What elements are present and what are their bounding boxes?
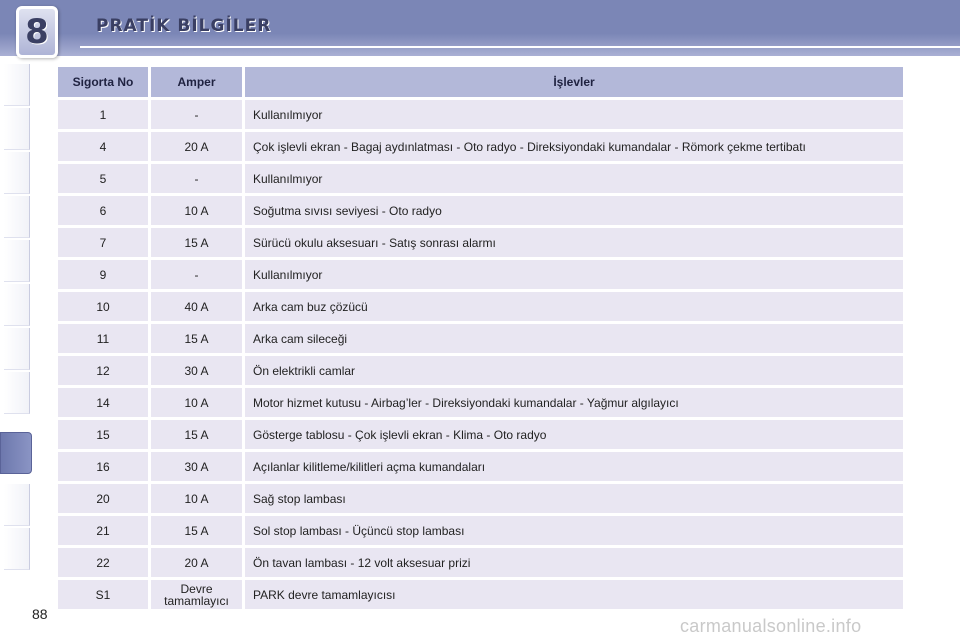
function-cell: Ön elektrikli camlar bbox=[245, 356, 903, 385]
table-row bbox=[58, 132, 903, 161]
amper-cell: Devre tamamlayıcı bbox=[151, 580, 245, 609]
fuse-number-cell: 16 bbox=[58, 452, 151, 481]
amper-cell: 30 A bbox=[151, 452, 245, 481]
table-row bbox=[58, 516, 903, 545]
fuse-number-cell: 21 bbox=[58, 516, 151, 545]
function-cell: Kullanılmıyor bbox=[245, 260, 903, 289]
fuse-number-cell: 10 bbox=[58, 292, 151, 321]
chapter-title: PRATİK BİLGİLER bbox=[96, 16, 272, 36]
function-cell: Sürücü okulu aksesuarı - Satış sonrası alarmı bbox=[245, 228, 903, 257]
chapter-tab[interactable] bbox=[4, 372, 30, 414]
watermark: carmanualsonline.info bbox=[680, 616, 862, 636]
amper-cell: 15 A bbox=[151, 516, 245, 545]
amper-cell: 10 A bbox=[151, 388, 245, 417]
amper-cell: 30 A bbox=[151, 356, 245, 385]
fuse-number-cell: 9 bbox=[58, 260, 151, 289]
chapter-tab[interactable] bbox=[4, 64, 30, 106]
fuse-number-cell: 12 bbox=[58, 356, 151, 385]
table-row bbox=[58, 292, 903, 321]
function-cell: Kullanılmıyor bbox=[245, 100, 903, 129]
chapter-tab[interactable] bbox=[4, 152, 30, 194]
table-row bbox=[58, 228, 903, 257]
amper-cell: 15 A bbox=[151, 420, 245, 449]
fuse-number-cell: 7 bbox=[58, 228, 151, 257]
amper-cell: 15 A bbox=[151, 324, 245, 353]
chapter-tab[interactable] bbox=[4, 484, 30, 526]
fuse-table bbox=[58, 64, 903, 612]
table-row bbox=[58, 452, 903, 481]
fuse-number-cell: 6 bbox=[58, 196, 151, 225]
function-cell: Soğutma sıvısı seviyesi - Oto radyo bbox=[245, 196, 903, 225]
fuse-number-cell: 14 bbox=[58, 388, 151, 417]
function-cell: Açılanlar kilitleme/kilitleri açma kumandaları bbox=[245, 452, 903, 481]
amper-cell: 40 A bbox=[151, 292, 245, 321]
amper-cell: - bbox=[151, 260, 245, 289]
fuse-number-cell: 11 bbox=[58, 324, 151, 353]
amper-cell: 20 A bbox=[151, 548, 245, 577]
table-row bbox=[58, 100, 903, 129]
chapter-tab[interactable] bbox=[4, 240, 30, 282]
fuse-number-cell: 20 bbox=[58, 484, 151, 513]
function-cell: Kullanılmıyor bbox=[245, 164, 903, 193]
function-cell: Motor hizmet kutusu - Airbag’ler - Direksiyondaki kumandalar - Yağmur algılayıcı bbox=[245, 388, 903, 417]
table-row bbox=[58, 420, 903, 449]
function-cell: Gösterge tablosu - Çok işlevli ekran - Klima - Oto radyo bbox=[245, 420, 903, 449]
chapter-tab-rail bbox=[0, 64, 34, 572]
chapter-badge bbox=[16, 6, 58, 58]
chapter-tab[interactable] bbox=[4, 328, 30, 370]
column-header-fuse-no: Sigorta No bbox=[58, 67, 151, 97]
amper-cell: 10 A bbox=[151, 484, 245, 513]
table-row bbox=[58, 260, 903, 289]
fuse-table-body bbox=[58, 100, 903, 609]
chapter-tab[interactable] bbox=[4, 108, 30, 150]
amper-cell: 15 A bbox=[151, 228, 245, 257]
table-row bbox=[58, 164, 903, 193]
table-row bbox=[58, 324, 903, 353]
fuse-number-cell: S1 bbox=[58, 580, 151, 609]
function-cell: Çok işlevli ekran - Bagaj aydınlatması - Oto radyo - Direksiyondaki kumandalar - Römork çekme tertibatı bbox=[245, 132, 903, 161]
chapter-tab-active[interactable] bbox=[0, 432, 32, 474]
amper-cell: 20 A bbox=[151, 132, 245, 161]
amper-cell: 10 A bbox=[151, 196, 245, 225]
table-row bbox=[58, 356, 903, 385]
table-row bbox=[58, 548, 903, 577]
chapter-number: 8 bbox=[25, 12, 49, 52]
fuse-number-cell: 5 bbox=[58, 164, 151, 193]
column-header-functions: İşlevler bbox=[245, 67, 903, 97]
table-row bbox=[58, 580, 903, 609]
amper-cell: - bbox=[151, 164, 245, 193]
table-row bbox=[58, 484, 903, 513]
fuse-number-cell: 1 bbox=[58, 100, 151, 129]
function-cell: Sağ stop lambası bbox=[245, 484, 903, 513]
page-number: 88 bbox=[32, 606, 48, 622]
chapter-tab[interactable] bbox=[4, 284, 30, 326]
header-divider bbox=[80, 46, 960, 48]
function-cell: Sol stop lambası - Üçüncü stop lambası bbox=[245, 516, 903, 545]
fuse-number-cell: 4 bbox=[58, 132, 151, 161]
function-cell: Arka cam sileceği bbox=[245, 324, 903, 353]
chapter-tab[interactable] bbox=[4, 196, 30, 238]
column-header-amper: Amper bbox=[151, 67, 245, 97]
amper-cell: - bbox=[151, 100, 245, 129]
chapter-tab[interactable] bbox=[4, 528, 30, 570]
fuse-number-cell: 22 bbox=[58, 548, 151, 577]
table-row bbox=[58, 196, 903, 225]
table-header-row bbox=[58, 67, 903, 97]
function-cell: Arka cam buz çözücü bbox=[245, 292, 903, 321]
fuse-number-cell: 15 bbox=[58, 420, 151, 449]
function-cell: Ön tavan lambası - 12 volt aksesuar prizi bbox=[245, 548, 903, 577]
function-cell: PARK devre tamamlayıcısı bbox=[245, 580, 903, 609]
table-row bbox=[58, 388, 903, 417]
